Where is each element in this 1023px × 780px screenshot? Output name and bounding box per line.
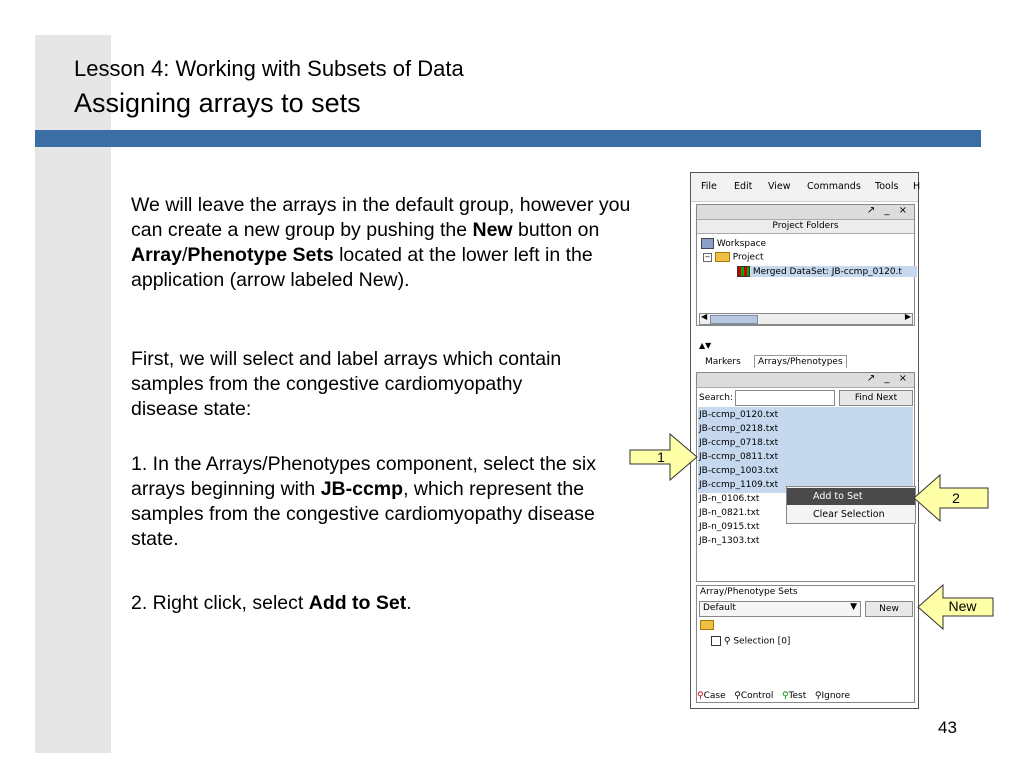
pane-window-controls[interactable]: ↗ _ ×	[866, 205, 910, 216]
sets-title: Array/Phenotype Sets	[700, 587, 798, 597]
case-button[interactable]: ⚲Case	[697, 691, 726, 701]
tree-workspace[interactable]: Workspace	[701, 238, 766, 249]
menu-edit[interactable]: Edit	[734, 181, 753, 192]
find-next-button[interactable]: Find Next	[839, 390, 913, 406]
selection-node[interactable]: ⚲ Selection [0]	[711, 636, 790, 647]
array-item[interactable]: JB-n_0915.txt	[699, 522, 760, 532]
splitter-arrows[interactable]: ▲▼	[699, 341, 712, 350]
callout-label-new: New	[948, 598, 977, 614]
menu-add-to-set[interactable]: Add to Set	[787, 488, 915, 505]
horizontal-scrollbar[interactable]: ◀ ▶	[699, 313, 913, 325]
pane-window-controls[interactable]: ↗ _ ×	[866, 373, 910, 384]
menu-commands[interactable]: Commands	[807, 181, 861, 192]
tree-dataset[interactable]: Merged DataSet: JB-ccmp_0120.t	[737, 266, 917, 277]
project-folders-title: Project Folders	[697, 220, 914, 234]
paragraph-step-1: 1. In the Arrays/Phenotypes component, select the six arrays beginning with JB-ccmp, which represent the samples from the congestive cardiomyopathy disease state.	[131, 453, 597, 550]
array-item[interactable]: JB-ccmp_0811.txt	[699, 452, 779, 462]
paragraph-intro: We will leave the arrays in the default group, however you can create a new group by pushing the New button on Array/Phenotype Sets located at the lower left in the application (arrow labeled New).	[131, 194, 631, 291]
lesson-title: Lesson 4: Working with Subsets of Data	[74, 56, 464, 81]
menu-clear-selection[interactable]: Clear Selection	[813, 509, 885, 520]
collapse-icon[interactable]: −	[704, 252, 711, 261]
tab-markers[interactable]: Markers	[705, 357, 741, 367]
ignore-button[interactable]: ⚲Ignore	[814, 691, 851, 701]
array-item[interactable]: JB-n_0106.txt	[699, 494, 760, 504]
tree-project[interactable]: − Project	[704, 252, 764, 263]
array-item[interactable]: JB-n_1303.txt	[699, 536, 760, 546]
new-set-button[interactable]: New	[865, 601, 913, 617]
array-item[interactable]: JB-n_0821.txt	[699, 508, 760, 518]
control-button[interactable]: ⚲Control	[734, 691, 774, 701]
array-item[interactable]: JB-ccmp_1003.txt	[699, 466, 779, 476]
paragraph-step-2: 2. Right click, select Add to Set.	[131, 592, 412, 614]
array-item[interactable]: JB-ccmp_0120.txt	[699, 410, 779, 420]
menu-help[interactable]: H	[913, 181, 921, 192]
callout-label-1: 1	[657, 449, 665, 465]
array-item[interactable]: JB-ccmp_0718.txt	[699, 438, 779, 448]
array-item[interactable]: JB-ccmp_0218.txt	[699, 424, 779, 434]
search-label: Search:	[699, 393, 733, 403]
callout-label-2: 2	[952, 490, 960, 506]
sets-select[interactable]: Default ▼	[699, 601, 861, 617]
menu-view[interactable]: View	[768, 181, 791, 192]
test-button[interactable]: ⚲Test	[781, 691, 807, 701]
array-item[interactable]: JB-ccmp_1109.txt	[699, 480, 779, 490]
paragraph-first: First, we will select and label arrays which contain samples from the congestive cardiomyopathy disease state:	[131, 348, 562, 420]
menu-file[interactable]: File	[701, 181, 717, 192]
tag-icon: ⚲	[723, 636, 731, 647]
tab-arrays-phenotypes[interactable]: Arrays/Phenotypes	[754, 355, 847, 368]
dropdown-arrow-icon: ▼	[850, 602, 857, 612]
slide-title: Assigning arrays to sets	[74, 88, 361, 118]
slide-number: 43	[938, 718, 957, 737]
menu-tools[interactable]: Tools	[875, 181, 899, 192]
